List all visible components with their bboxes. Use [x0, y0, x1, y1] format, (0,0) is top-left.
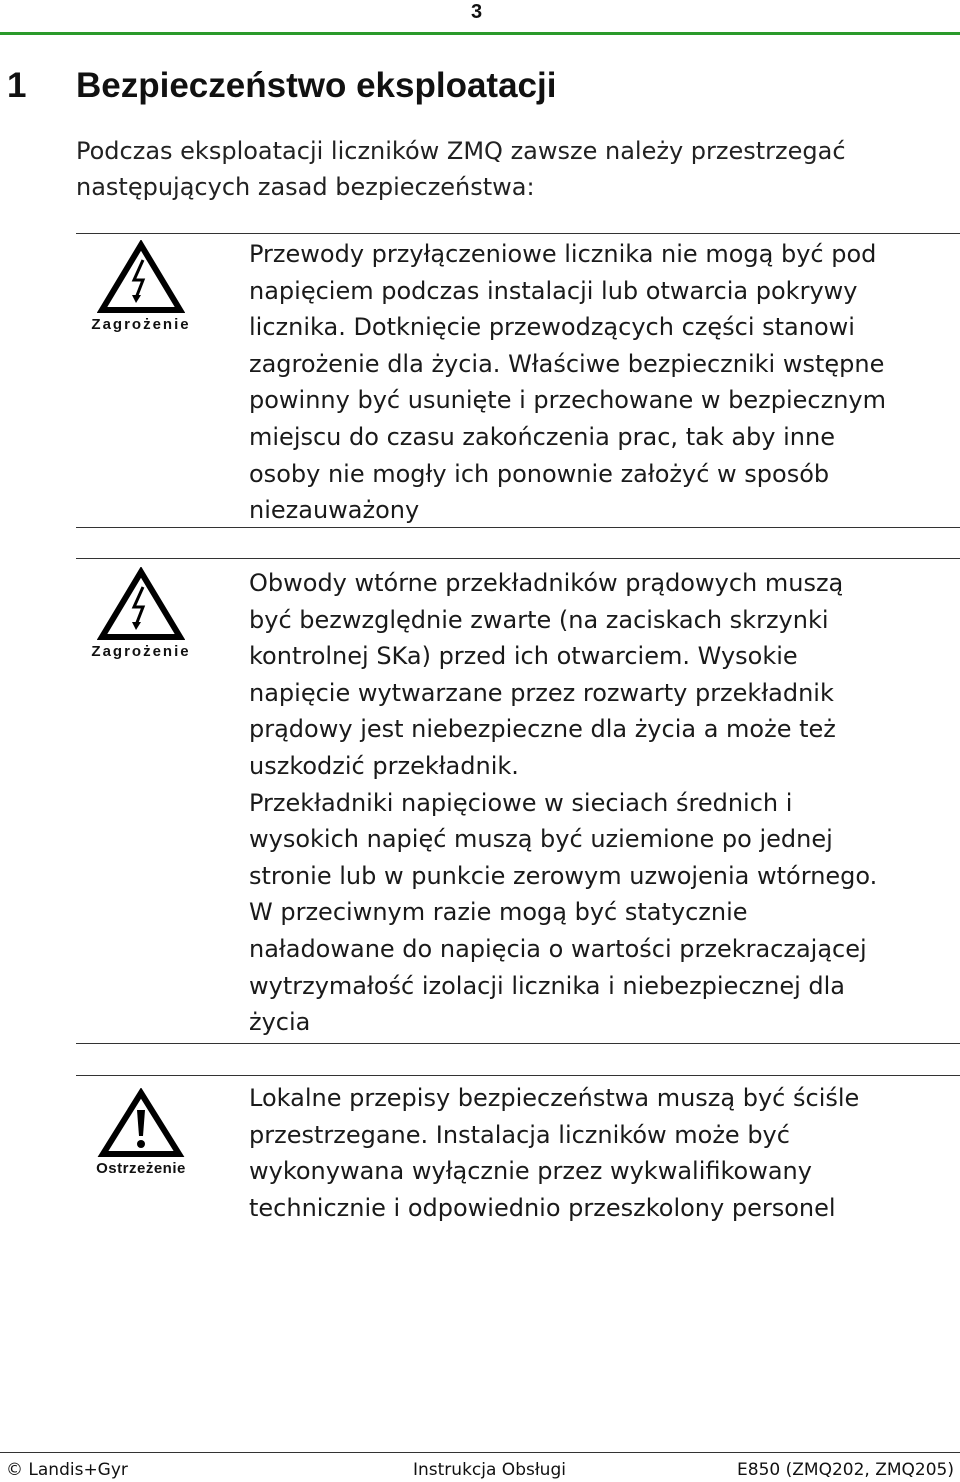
safety-block-danger-1 [76, 238, 960, 530]
text-line: technicznie i odpowiednio przeszkolony personel [249, 1193, 836, 1222]
intro-line: Podczas eksploatacji liczników ZMQ zawsze należy przestrzegać [76, 137, 846, 165]
safety-block-warning [76, 1080, 960, 1230]
text-line: licznika. Dotknięcie przewodzących części stanowi [249, 313, 855, 342]
warning-sign [76, 567, 206, 660]
text-line: wykonywana wyłącznie przez wykwalifikowany [249, 1157, 812, 1186]
text-line: powinny być usunięte i przechowane w bezpiecznym [249, 386, 887, 415]
warning-sign [76, 240, 206, 333]
high-voltage-warning-icon [97, 240, 185, 314]
divider [76, 1043, 960, 1044]
exclamation-warning-icon [97, 1088, 185, 1158]
intro-line: następujących zasad bezpieczeństwa: [76, 173, 535, 201]
footer-copyright: © Landis+Gyr [6, 1460, 128, 1480]
divider [76, 1075, 960, 1076]
intro-paragraph [76, 133, 960, 205]
section-title: Bezpieczeństwo eksploatacji [76, 66, 557, 105]
text-line: życia [249, 1008, 311, 1037]
page-footer [0, 1458, 960, 1482]
text-line: wytrzymałość izolacji licznika i niebezpiecznej dla [249, 971, 846, 1000]
text-line: kontrolnej SKa) przed ich otwarciem. Wysokie [249, 642, 798, 671]
text-line: Obwody wtórne przekładników prądowych muszą [249, 569, 844, 597]
text-line: stronie lub w punkcie zerowym uzwojenia wtórnego. [249, 861, 878, 890]
safety-text [249, 565, 960, 1041]
text-line: przestrzegane. Instalacja liczników może być [249, 1120, 790, 1149]
divider [76, 233, 960, 234]
text-line: prądowy jest niebezpieczne dla życia a może też [249, 715, 836, 744]
header-accent-rule [0, 32, 960, 35]
safety-text [249, 1080, 960, 1226]
text-line: napięcie wytwarzane przez rozwarty przekładnik [249, 678, 834, 707]
text-line: Przekładniki napięciowe w sieciach średnich i [249, 788, 793, 817]
divider [76, 558, 960, 559]
text-line: Lokalne przepisy bezpieczeństwa muszą być ściśle [249, 1084, 860, 1112]
safety-block-danger-2 [76, 565, 960, 1045]
section-number: 1 [7, 66, 27, 105]
warning-sign [76, 1088, 206, 1177]
danger-label: Zagrożenie [91, 316, 191, 333]
text-line: miejscu do czasu zakończenia prac, tak aby inne [249, 422, 835, 451]
text-line: uszkodzić przekładnik. [249, 751, 519, 780]
divider [76, 527, 960, 528]
text-line: wysokich napięć muszą być uziemione po jednej [249, 825, 833, 854]
text-line: zagrożenie dla życia. Właściwe bezpieczniki wstępne [249, 349, 885, 378]
footer-model: E850 (ZMQ202, ZMQ205) [737, 1460, 954, 1480]
footer-rule [0, 1452, 960, 1453]
text-line: naładowane do napięcia o wartości przekraczającej [249, 934, 867, 963]
text-line: W przeciwnym razie mogą być statycznie [249, 898, 748, 927]
footer-document-title: Instrukcja Obsługi [413, 1460, 566, 1480]
text-line: napięciem podczas instalacji lub otwarcia pokrywy [249, 276, 858, 305]
text-line: osoby nie mogły ich ponownie założyć w sposób [249, 459, 830, 488]
danger-label: Zagrożenie [91, 643, 191, 660]
safety-text [249, 236, 960, 529]
text-line: niezauważony [249, 496, 420, 525]
high-voltage-warning-icon [97, 567, 185, 641]
text-line: być bezwzględnie zwarte (na zaciskach skrzynki [249, 605, 829, 634]
page-number: 3 [471, 1, 483, 23]
warning-label: Ostrzeżenie [96, 1160, 186, 1177]
text-line: Przewody przyłączeniowe licznika nie mogą być pod [249, 240, 877, 268]
